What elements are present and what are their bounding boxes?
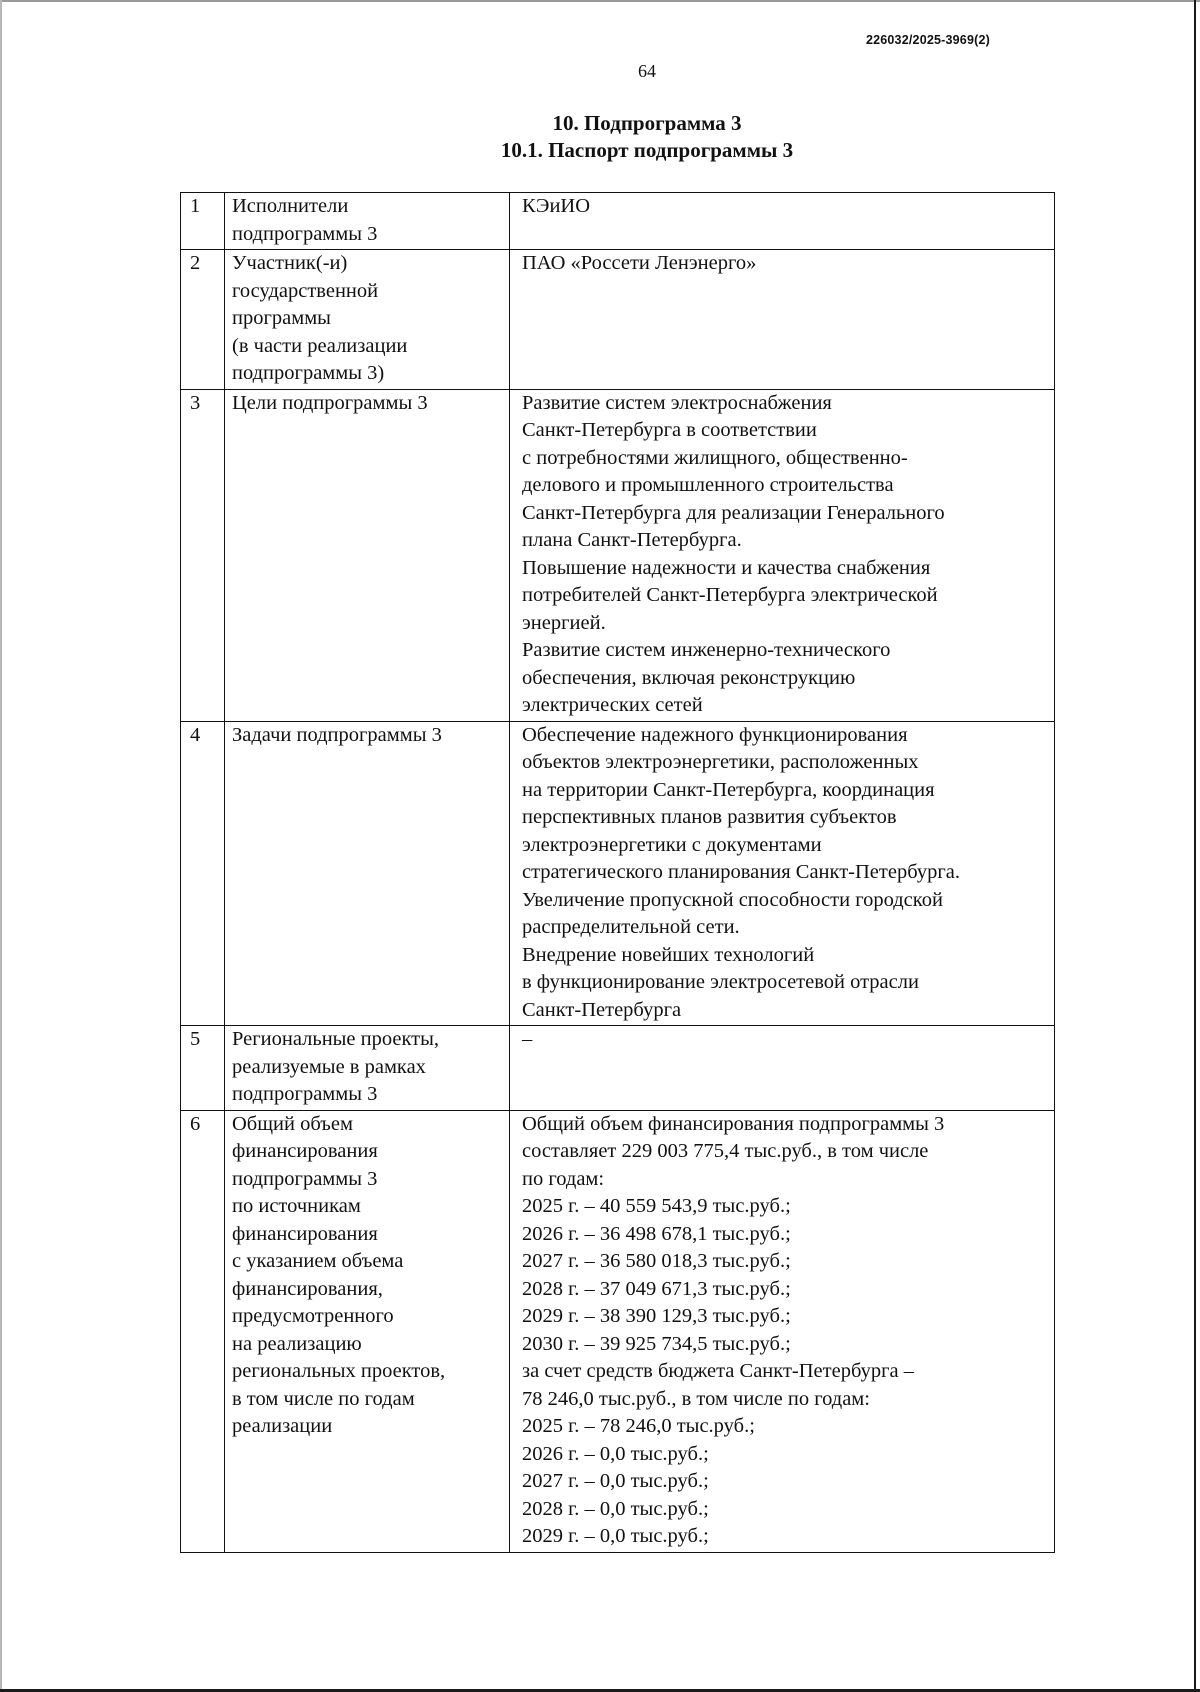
row-number: 6 (181, 1110, 225, 1552)
value-line: ПАО «Россети Ленэнерго» (522, 252, 757, 274)
value-line: Обеспечение надежного функционирования (522, 723, 908, 746)
passport-table-body (181, 193, 1055, 1553)
value-line: за счет средств бюджета Санкт-Петербурга – (522, 1360, 914, 1382)
value-line: в функционирование электросетевой отрасли (522, 971, 919, 993)
label-line: Исполнители (232, 195, 349, 217)
scan-right-edge (1194, 0, 1196, 1692)
row-number: 1 (181, 193, 225, 250)
label-line: Участник(-и) (232, 252, 348, 274)
scan-top-edge (0, 0, 1200, 2)
label-line: государственной (232, 279, 379, 302)
passport-table (180, 192, 1055, 1553)
value-line: 78 246,0 тыс.руб., в том числе по годам: (522, 1387, 870, 1410)
table-row (181, 250, 1055, 390)
value-line: стратегического планирования Санкт-Петербурга. (522, 861, 960, 883)
value-line: делового и промышленного строительства (522, 474, 894, 496)
value-line: Повышение надежности и качества снабжения (522, 556, 931, 579)
value-line: Санкт-Петербурга (522, 998, 682, 1021)
value-line: 2025 г. – 40 559 543,9 тыс.руб.; (522, 1195, 791, 1217)
document-number: 226032/2025-3969(2) (865, 33, 990, 47)
label-line: Задачи подпрограммы 3 (232, 723, 442, 746)
row-number: 5 (181, 1026, 225, 1111)
row-value (510, 1026, 1055, 1111)
value-line: на территории Санкт-Петербурга, координация (522, 778, 935, 801)
label-line: Цели подпрограммы 3 (232, 391, 428, 414)
value-line: 2026 г. – 36 498 678,1 тыс.руб.; (522, 1222, 791, 1245)
value-line: 2029 г. – 38 390 129,3 тыс.руб.; (522, 1305, 791, 1327)
label-line: подпрограммы 3 (232, 222, 378, 245)
table-row (181, 1026, 1055, 1111)
value-line: распределительной сети. (522, 916, 740, 938)
label-line: (в части реализации (232, 334, 408, 357)
label-line: реализуемые в рамках (232, 1055, 426, 1078)
row-value (510, 193, 1055, 250)
row-value (510, 1110, 1055, 1552)
value-line: с потребностями жилищного, общественно- (522, 446, 908, 469)
row-label (225, 193, 510, 250)
row-value (510, 250, 1055, 390)
value-line: Общий объем финансирования подпрограммы 3 (522, 1112, 945, 1135)
row-label (225, 389, 510, 721)
row-label (225, 1110, 510, 1552)
value-line: Санкт-Петербурга для реализации Генерального (522, 501, 945, 524)
title-line-2: 10.1. Паспорт подпрограммы 3 (500, 138, 794, 162)
label-line: региональных проектов, (232, 1360, 446, 1382)
table-row (181, 721, 1055, 1026)
label-line: на реализацию (232, 1332, 362, 1355)
value-line: 2029 г. – 0,0 тыс.руб.; (522, 1525, 709, 1547)
value-line: Увеличение пропускной способности городской (522, 888, 943, 911)
page-number: 64 (638, 61, 656, 81)
table-row (181, 389, 1055, 721)
value-line: Развитие систем электроснабжения (522, 391, 832, 414)
value-line: составляет 229 003 775,4 тыс.руб., в том числе (522, 1140, 929, 1162)
value-line: КЭиИО (522, 195, 591, 217)
value-line: 2028 г. – 37 049 671,3 тыс.руб.; (522, 1277, 791, 1300)
label-line: финансирования (232, 1140, 378, 1162)
value-line: 2028 г. – 0,0 тыс.руб.; (522, 1497, 709, 1520)
label-line: по источникам (232, 1195, 361, 1217)
row-number: 3 (181, 389, 225, 721)
label-line: подпрограммы 3 (232, 1083, 378, 1105)
row-value (510, 721, 1055, 1026)
value-line: по годам: (522, 1167, 605, 1190)
row-label (225, 1026, 510, 1111)
value-line: – (522, 1028, 533, 1050)
table-row (181, 1110, 1055, 1552)
value-line: Санкт-Петербурга в соответствии (522, 419, 817, 441)
value-line: перспективных планов развития субъектов (522, 806, 897, 828)
table-row (181, 193, 1055, 250)
value-line: 2027 г. – 36 580 018,3 тыс.руб.; (522, 1250, 791, 1272)
title-line-1: 10. Подпрограмма 3 (552, 111, 742, 135)
label-line: финансирования, (232, 1277, 383, 1300)
label-line: реализации (232, 1415, 333, 1437)
value-line: объектов электроэнергетики, расположенных (522, 751, 919, 773)
row-label (225, 250, 510, 390)
value-line: электрических сетей (522, 694, 703, 716)
value-line: Внедрение новейших технологий (522, 943, 815, 966)
label-line: подпрограммы 3) (232, 362, 385, 384)
value-line: 2027 г. – 0,0 тыс.руб.; (522, 1470, 709, 1492)
value-line: Развитие систем инженерно-технического (522, 639, 891, 661)
label-line: программы (232, 307, 331, 329)
label-line: Общий объем (232, 1112, 353, 1135)
label-line: подпрограммы 3 (232, 1167, 378, 1190)
scan-left-edge (0, 0, 2, 1692)
value-line: энергией. (522, 611, 606, 634)
row-label (225, 721, 510, 1026)
label-line: предусмотренного (232, 1305, 394, 1327)
value-line: электроэнергетики с документами (522, 833, 822, 856)
value-line: 2026 г. – 0,0 тыс.руб.; (522, 1442, 709, 1465)
section-title (0, 110, 1200, 164)
row-number: 2 (181, 250, 225, 390)
value-line: 2030 г. – 39 925 734,5 тыс.руб.; (522, 1332, 791, 1355)
label-line: Региональные проекты, (232, 1028, 440, 1050)
label-line: с указанием объема (232, 1250, 404, 1272)
value-line: обеспечения, включая реконструкцию (522, 666, 856, 689)
row-value (510, 389, 1055, 721)
value-line: 2025 г. – 78 246,0 тыс.руб.; (522, 1415, 755, 1437)
label-line: финансирования (232, 1222, 378, 1245)
row-number: 4 (181, 721, 225, 1026)
value-line: плана Санкт-Петербурга. (522, 529, 742, 551)
value-line: потребителей Санкт-Петербурга электрической (522, 584, 938, 606)
label-line: в том числе по годам (232, 1387, 415, 1410)
